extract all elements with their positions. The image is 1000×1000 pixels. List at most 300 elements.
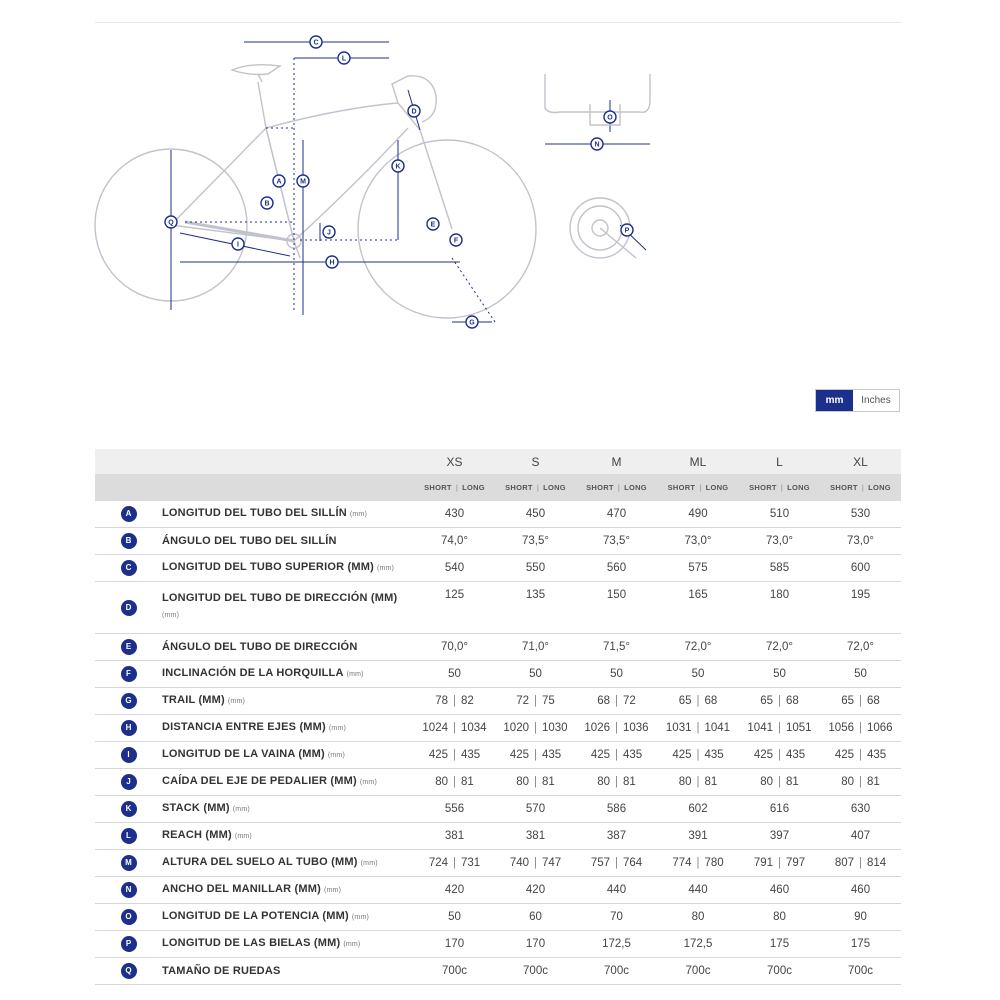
value-cell: 175 [820, 931, 901, 958]
down-tube [294, 128, 408, 241]
separator: | [859, 857, 862, 869]
value-cell: 490 [657, 501, 739, 528]
separator: | [453, 857, 456, 869]
table-row [95, 715, 901, 742]
row-letter-cell [95, 634, 162, 661]
value-cell: 74,0° [414, 528, 495, 555]
value-cell: 50 [414, 904, 495, 931]
separator: | [778, 695, 781, 707]
row-label-cell [162, 501, 414, 528]
row-unit: (mm) [232, 806, 250, 813]
row-label: LONGITUD DEL TUBO DEL SILLÍN [162, 507, 347, 519]
row-label: LONGITUD DE LAS BIELAS (MM) [162, 937, 341, 949]
diagram-badge-n [591, 138, 603, 150]
value-cell [414, 850, 495, 877]
short-value: 425 [672, 749, 692, 761]
value-cell: 150 [576, 582, 657, 634]
value-cell: 420 [414, 877, 495, 904]
value-cell: 440 [657, 877, 739, 904]
fork [398, 103, 452, 229]
long-value: 75 [542, 695, 555, 707]
value-cell: 135 [495, 582, 576, 634]
size-header-xs: XS [414, 449, 495, 474]
value-cell [657, 715, 739, 742]
value-cell [657, 688, 739, 715]
row-letter-cell [95, 796, 162, 823]
value-cell [820, 715, 901, 742]
table-row [95, 904, 901, 931]
separator: | [617, 483, 621, 492]
short-value: 78 [435, 695, 448, 707]
short-label: SHORT [667, 483, 696, 492]
table-row [95, 931, 901, 958]
value-cell: 540 [414, 555, 495, 582]
svg-text:B: B [264, 200, 270, 208]
row-letter-cell [95, 501, 162, 528]
row-letter-badge: P [121, 936, 137, 952]
long-value: 68 [786, 695, 799, 707]
value-cell [739, 769, 820, 796]
value-cell: 630 [820, 796, 901, 823]
value-cell: 72,0° [739, 634, 820, 661]
separator: | [534, 695, 537, 707]
diagram-badge-a [273, 175, 285, 187]
short-value: 1056 [828, 722, 854, 734]
separator: | [696, 722, 700, 734]
row-label-cell [162, 582, 414, 634]
short-long-header [739, 474, 820, 501]
value-cell: 430 [414, 501, 495, 528]
row-letter-cell [95, 715, 162, 742]
row-letter-badge: M [121, 855, 137, 871]
svg-text:P: P [624, 227, 630, 235]
separator: | [615, 695, 618, 707]
value-cell [739, 688, 820, 715]
value-cell: 556 [414, 796, 495, 823]
size-header-xl: XL [820, 449, 901, 474]
svg-text:L: L [341, 55, 347, 63]
value-cell: 70 [576, 904, 657, 931]
row-letter-badge: D [121, 600, 137, 616]
value-cell: 172,5 [576, 931, 657, 958]
value-cell: 50 [495, 661, 576, 688]
diagram-badge-i [232, 238, 244, 250]
row-label: LONGITUD DEL TUBO DE DIRECCIÓN (MM) [162, 592, 398, 604]
value-cell [820, 688, 901, 715]
row-letter-cell [95, 742, 162, 769]
row-letter-cell [95, 769, 162, 796]
long-value: 81 [623, 776, 636, 788]
value-cell: 125 [414, 582, 495, 634]
short-label: SHORT [586, 483, 614, 492]
short-label: SHORT [424, 483, 452, 492]
value-cell [657, 769, 739, 796]
table-row [95, 823, 901, 850]
separator: | [780, 483, 784, 492]
value-cell [739, 742, 820, 769]
separator: | [536, 483, 540, 492]
svg-text:G: G [469, 319, 475, 327]
long-label: LONG [787, 483, 810, 492]
short-value: 80 [597, 776, 610, 788]
unit-toggle[interactable] [815, 389, 900, 412]
long-label: LONG [462, 483, 485, 492]
value-cell: 586 [576, 796, 657, 823]
row-letter-badge: N [121, 882, 137, 898]
diagram-badge-h [326, 256, 338, 268]
value-cell: 470 [576, 501, 657, 528]
row-letter-badge: G [121, 693, 137, 709]
diagram-badge-m [297, 175, 309, 187]
row-unit: (mm) [327, 752, 345, 759]
table-row [95, 661, 901, 688]
value-cell: 80 [739, 904, 820, 931]
row-unit: (mm) [227, 698, 246, 705]
table-row [95, 688, 901, 715]
value-cell: 700c [739, 958, 820, 985]
long-value: 81 [461, 776, 474, 788]
long-label: LONG [543, 483, 566, 492]
value-cell [495, 715, 576, 742]
short-value: 757 [590, 857, 610, 869]
short-value: 425 [509, 749, 529, 761]
value-cell: 397 [739, 823, 820, 850]
diagram-badge-f [450, 234, 462, 246]
value-cell: 616 [739, 796, 820, 823]
short-value: 80 [841, 776, 854, 788]
value-cell: 700c [414, 958, 495, 985]
value-cell [739, 850, 820, 877]
row-letter-badge: B [121, 533, 137, 549]
short-value: 65 [841, 695, 854, 707]
value-cell [414, 688, 495, 715]
value-cell [576, 850, 657, 877]
front-wheel [358, 140, 536, 318]
svg-text:I: I [237, 241, 239, 249]
row-label: STACK (MM) [162, 802, 230, 814]
separator: | [615, 722, 618, 734]
table-row [95, 528, 901, 555]
separator: | [534, 776, 537, 788]
value-cell: 585 [739, 555, 820, 582]
row-letter-cell [95, 688, 162, 715]
short-value: 1024 [422, 722, 448, 734]
handlebar-top-view [545, 74, 650, 125]
value-cell: 381 [414, 823, 495, 850]
short-label: SHORT [505, 483, 533, 492]
diagram-badge-k [392, 160, 404, 172]
value-cell: 50 [820, 661, 901, 688]
row-letter-cell [95, 555, 162, 582]
row-unit: (mm) [349, 511, 367, 518]
short-long-header [495, 474, 576, 501]
row-letter-badge: L [121, 828, 137, 844]
row-label: CAÍDA DEL EJE DE PEDALIER (MM) [162, 775, 357, 787]
row-letter-badge: F [121, 666, 137, 682]
long-value: 731 [461, 857, 481, 869]
diagram-badge-o [604, 111, 616, 123]
value-cell: 700c [576, 958, 657, 985]
short-value: 774 [672, 857, 692, 869]
row-unit: (mm) [351, 914, 370, 921]
separator: | [699, 483, 702, 492]
row-label-cell [162, 688, 414, 715]
row-label-cell [162, 555, 414, 582]
row-unit: (mm) [359, 779, 377, 786]
long-value: 1030 [542, 722, 568, 734]
size-header-ml: ML [657, 449, 739, 474]
long-value: 81 [542, 776, 555, 788]
row-label: ÁNGULO DEL TUBO DEL SILLÍN [162, 535, 337, 547]
value-cell [576, 742, 657, 769]
short-value: 72 [516, 695, 529, 707]
separator: | [859, 695, 862, 707]
value-cell: 50 [414, 661, 495, 688]
subheader-spacer [95, 474, 414, 501]
measure-lines [171, 39, 650, 322]
geometry-table-body [95, 501, 901, 985]
row-letter-cell [95, 904, 162, 931]
row-letter-cell [95, 877, 162, 904]
unit-mm-button[interactable]: mm [816, 390, 853, 411]
diagram-badge-d [408, 105, 420, 117]
value-cell: 700c [495, 958, 576, 985]
row-letter-badge: E [121, 639, 137, 655]
short-value: 65 [760, 695, 773, 707]
separator: | [615, 749, 618, 761]
long-value: 764 [623, 857, 643, 869]
row-label: INCLINACIÓN DE LA HORQUILLA [162, 667, 344, 679]
row-label: ANCHO DEL MANILLAR (MM) [162, 883, 321, 895]
row-unit: (mm) [234, 833, 252, 840]
separator: | [859, 722, 862, 734]
row-label-cell [162, 931, 414, 958]
long-value: 68 [867, 695, 880, 707]
row-label: REACH (MM) [162, 829, 232, 841]
value-cell: 73,5° [495, 528, 576, 555]
long-value: 81 [786, 776, 799, 788]
long-value: 435 [461, 749, 481, 761]
long-value: 82 [461, 695, 474, 707]
row-label-cell [162, 904, 414, 931]
value-cell: 391 [657, 823, 739, 850]
value-cell: 440 [576, 877, 657, 904]
value-cell [414, 715, 495, 742]
short-value: 1020 [503, 722, 529, 734]
value-cell [414, 769, 495, 796]
row-label: LONGITUD DE LA VAINA (MM) [162, 748, 325, 760]
value-cell [739, 715, 820, 742]
long-value: 1036 [623, 722, 649, 734]
row-label-cell [162, 661, 414, 688]
row-label-cell [162, 769, 414, 796]
value-cell: 407 [820, 823, 901, 850]
long-value: 797 [786, 857, 806, 869]
row-letter-badge: C [121, 560, 137, 576]
value-cell: 73,0° [657, 528, 739, 555]
value-cell: 72,0° [657, 634, 739, 661]
row-letter-cell [95, 958, 162, 985]
row-label: TRAIL (MM) [162, 694, 225, 706]
row-unit: (mm) [328, 725, 347, 732]
value-cell [820, 742, 901, 769]
long-value: 81 [867, 776, 880, 788]
value-cell: 530 [820, 501, 901, 528]
value-cell: 72,0° [820, 634, 901, 661]
row-letter-badge: J [121, 774, 137, 790]
diagram-badge-g [466, 316, 478, 328]
value-cell: 700c [657, 958, 739, 985]
separator: | [615, 776, 618, 788]
short-value: 80 [516, 776, 529, 788]
svg-text:J: J [327, 229, 331, 237]
row-label: ALTURA DEL SUELO AL TUBO (MM) [162, 856, 358, 868]
value-cell: 700c [820, 958, 901, 985]
value-cell [495, 742, 576, 769]
short-label: SHORT [830, 483, 858, 492]
unit-inches-button[interactable]: Inches [853, 390, 899, 411]
separator: | [534, 857, 537, 869]
row-label-cell [162, 958, 414, 985]
value-cell: 420 [495, 877, 576, 904]
diagram-badge-c [310, 36, 322, 48]
separator: | [453, 695, 456, 707]
value-cell [820, 769, 901, 796]
short-long-header [820, 474, 901, 501]
size-header-s: S [495, 449, 576, 474]
value-cell: 50 [576, 661, 657, 688]
short-value: 65 [678, 695, 692, 707]
row-unit: (mm) [376, 565, 395, 572]
short-long-header-row [95, 474, 901, 501]
short-value: 791 [753, 857, 773, 869]
value-cell: 550 [495, 555, 576, 582]
value-cell: 50 [739, 661, 820, 688]
top-tube [266, 103, 398, 128]
value-cell: 50 [657, 661, 739, 688]
separator: | [778, 749, 781, 761]
long-value: 435 [623, 749, 643, 761]
table-row [95, 501, 901, 528]
row-unit: (mm) [343, 941, 361, 948]
short-long-header [414, 474, 495, 501]
value-cell: 70,0° [414, 634, 495, 661]
row-letter-cell [95, 528, 162, 555]
row-label: LONGITUD DEL TUBO SUPERIOR (MM) [162, 561, 374, 573]
row-label-cell [162, 742, 414, 769]
value-cell: 73,5° [576, 528, 657, 555]
diagram-badge-p [621, 224, 633, 236]
row-label-cell [162, 796, 414, 823]
short-value: 807 [834, 857, 854, 869]
value-cell: 570 [495, 796, 576, 823]
value-cell [820, 850, 901, 877]
diagram-badge-b [261, 197, 273, 209]
svg-text:E: E [430, 221, 436, 229]
table-row [95, 769, 901, 796]
row-letter-cell [95, 582, 162, 634]
table-row [95, 796, 901, 823]
value-cell: 575 [657, 555, 739, 582]
value-cell [576, 769, 657, 796]
long-value: 81 [704, 776, 718, 788]
value-cell: 172,5 [657, 931, 739, 958]
value-cell: 170 [414, 931, 495, 958]
value-cell: 165 [657, 582, 739, 634]
value-cell: 450 [495, 501, 576, 528]
short-value: 724 [428, 857, 448, 869]
value-cell [576, 715, 657, 742]
svg-text:A: A [276, 178, 282, 186]
diagram-badge-j [323, 226, 335, 238]
row-letter-badge: K [121, 801, 137, 817]
row-label-cell [162, 850, 414, 877]
value-cell [495, 688, 576, 715]
separator: | [453, 749, 456, 761]
svg-text:K: K [395, 163, 401, 171]
row-letter-cell [95, 931, 162, 958]
svg-text:D: D [411, 108, 417, 116]
svg-text:Q: Q [168, 219, 174, 227]
separator: | [615, 857, 618, 869]
value-cell: 71,0° [495, 634, 576, 661]
separator: | [696, 857, 700, 869]
value-cell: 90 [820, 904, 901, 931]
diagram-badge-q [165, 216, 177, 228]
geometry-table [95, 449, 901, 985]
row-letter-badge: O [121, 909, 137, 925]
row-label: LONGITUD DE LA POTENCIA (MM) [162, 910, 349, 922]
table-row [95, 634, 901, 661]
short-value: 740 [509, 857, 529, 869]
value-cell [414, 742, 495, 769]
long-value: 1051 [786, 722, 812, 734]
value-cell: 60 [495, 904, 576, 931]
separator: | [778, 722, 781, 734]
short-value: 1031 [665, 722, 692, 734]
value-cell: 71,5° [576, 634, 657, 661]
row-label-cell [162, 823, 414, 850]
row-label: DISTANCIA ENTRE EJES (MM) [162, 721, 326, 733]
row-letter-cell [95, 850, 162, 877]
row-letter-badge: H [121, 720, 137, 736]
bike-geometry-diagram [0, 0, 1000, 345]
long-value: 435 [704, 749, 724, 761]
value-cell: 195 [820, 582, 901, 634]
row-unit: (mm) [324, 887, 342, 894]
value-cell: 180 [739, 582, 820, 634]
size-header-m: M [576, 449, 657, 474]
table-row [95, 958, 901, 985]
short-value: 425 [834, 749, 854, 761]
saddle [232, 65, 280, 75]
row-unit: (mm) [346, 671, 364, 678]
separator: | [534, 722, 537, 734]
row-label-cell [162, 715, 414, 742]
separator: | [696, 749, 700, 761]
value-cell: 387 [576, 823, 657, 850]
value-cell [657, 850, 739, 877]
row-letter-badge: Q [121, 963, 137, 979]
short-value: 80 [760, 776, 773, 788]
diagram-badge-e [427, 218, 439, 230]
size-header-l: L [739, 449, 820, 474]
short-value: 80 [678, 776, 692, 788]
row-letter-cell [95, 823, 162, 850]
separator: | [778, 776, 781, 788]
svg-text:C: C [313, 39, 319, 47]
row-label-cell [162, 528, 414, 555]
